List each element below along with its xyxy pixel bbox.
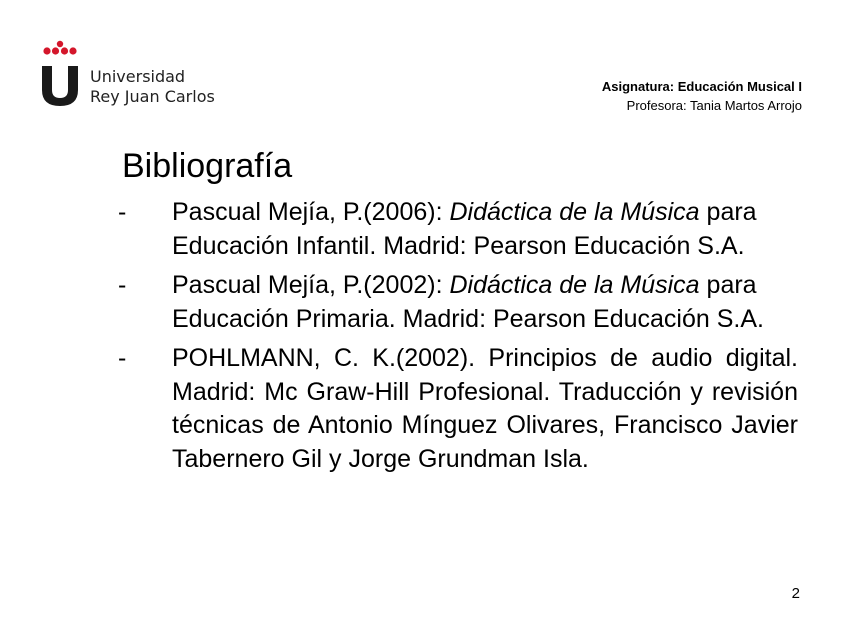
subject-label: Asignatura: Educación Musical I [601, 79, 802, 94]
reference-text-rest: para Educación Primaria. Madrid: Pearson Educación S.A. [172, 271, 764, 333]
bibliography-item [118, 269, 798, 336]
list-bullet: - [118, 271, 127, 299]
logo-wordmark [90, 67, 215, 107]
list-bullet: - [118, 198, 127, 226]
reference-text: Pascual Mejía, P.(2006): [172, 198, 450, 226]
page-number: 2 [791, 585, 800, 602]
logo-line-university: Universidad [90, 67, 186, 86]
logo-line-name: Rey Juan Carlos [90, 87, 215, 106]
course-header [602, 77, 802, 115]
bibliography-item [118, 196, 798, 263]
reference-text: POHLMANN, C. K.(2002). Principios de audio digital. Madrid: Mc Graw-Hill Profesional. Traducción y revisión técnicas de Antonio Mínguez Olivares, Francisco Javier Tabernero Gil y Jorge Grundman Isla. [172, 344, 798, 473]
list-bullet: - [118, 344, 127, 372]
slide-title: Bibliografía [122, 147, 293, 185]
teacher-label: Profesora: Tania Martos Arrojo [626, 98, 802, 113]
reference-title: Didáctica de la Música [449, 271, 700, 299]
reference-title: Didáctica de la Música [449, 198, 700, 226]
bibliography-item [118, 342, 798, 476]
urjc-emblem-icon [40, 40, 80, 106]
bibliography-list [118, 196, 798, 482]
reference-text: Pascual Mejía, P.(2002): [172, 271, 450, 299]
university-logo [40, 40, 240, 110]
reference-text-rest: para Educación Infantil. Madrid: Pearson Educación S.A. [172, 198, 757, 260]
